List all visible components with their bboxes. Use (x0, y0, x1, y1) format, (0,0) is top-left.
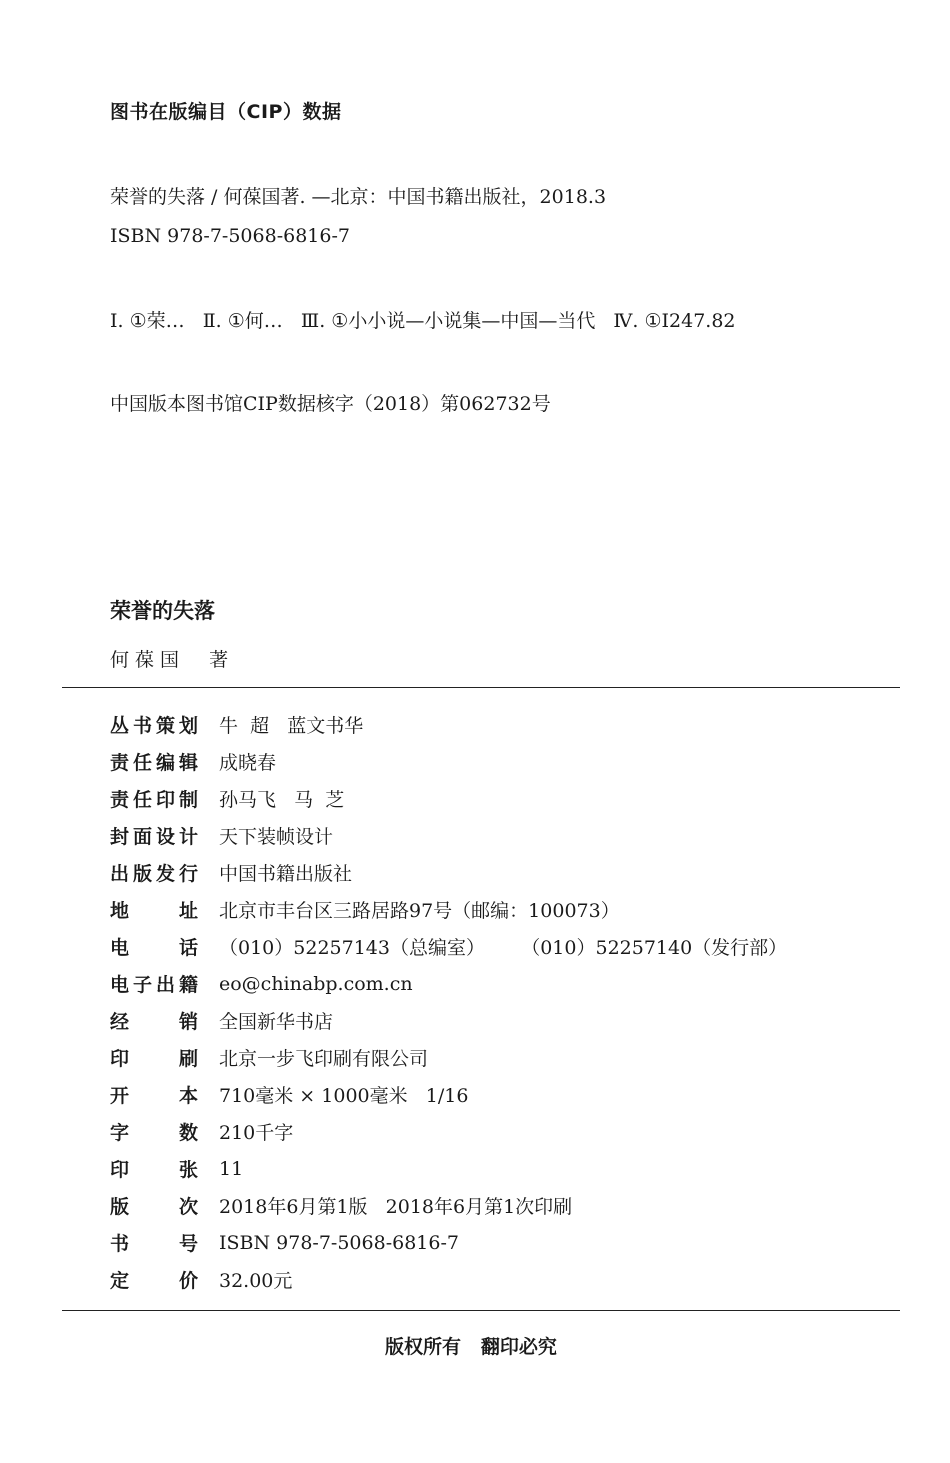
detail-value: 2018年6月第1版 2018年6月第1次印刷 (219, 1196, 573, 1218)
detail-row (110, 817, 787, 854)
detail-label: 电 子 出 籍 (110, 974, 198, 996)
detail-row (110, 1261, 787, 1298)
detail-row (110, 706, 787, 743)
detail-label: 版 次 (110, 1196, 198, 1218)
detail-row (110, 1113, 787, 1150)
detail-label: 地 址 (110, 900, 198, 922)
detail-value: 210千字 (219, 1122, 294, 1144)
detail-row (110, 1187, 787, 1224)
detail-label: 经 销 (110, 1011, 198, 1033)
detail-value: 孙马飞 马 芝 (219, 789, 345, 811)
detail-value: eo@chinabp.com.cn (219, 972, 413, 995)
cip-heading: 图书在版编目（CIP）数据 (110, 101, 342, 123)
detail-label: 书 号 (110, 1233, 198, 1255)
detail-label: 印 张 (110, 1159, 198, 1181)
detail-value: （010）52257143（总编室） （010）52257140（发行部） (219, 937, 788, 959)
publication-details (110, 706, 787, 1298)
detail-row (110, 1150, 787, 1187)
detail-value: 牛 超 蓝文书华 (219, 715, 364, 737)
detail-label: 开 本 (110, 1085, 198, 1107)
detail-value: 天下装帧设计 (219, 826, 334, 848)
detail-label: 责 任 编 辑 (110, 752, 198, 774)
detail-row (110, 965, 787, 1002)
detail-value: 全国新华书店 (219, 1011, 334, 1033)
detail-label: 定 价 (110, 1270, 198, 1292)
detail-label: 出 版 发 行 (110, 863, 198, 885)
detail-row (110, 891, 787, 928)
bottom-divider (62, 1310, 900, 1311)
top-divider (62, 687, 900, 688)
detail-value: 北京市丰台区三路居路97号（邮编：100073） (219, 900, 620, 922)
detail-label: 封 面 设 计 (110, 826, 198, 848)
detail-label: 电 话 (110, 937, 198, 959)
book-author: 何葆国 著 (110, 649, 235, 671)
cip-classification-line: Ⅰ. ①荣… Ⅱ. ①何… Ⅲ. ①小小说—小说集—中国—当代 Ⅳ. ①I247.82 (110, 310, 736, 332)
detail-value: 32.00元 (219, 1270, 293, 1292)
cip-isbn-line: ISBN 978-7-5068-6816-7 (110, 225, 350, 247)
book-title: 荣誉的失落 (110, 599, 215, 623)
detail-row (110, 1224, 787, 1261)
detail-value: 成晓春 (219, 752, 277, 774)
detail-row (110, 1039, 787, 1076)
copyright-notice: 版权所有 翻印必究 (385, 1336, 557, 1358)
cip-record-line: 中国版本图书馆CIP数据核字（2018）第062732号 (110, 393, 551, 415)
detail-label: 丛 书 策 划 (110, 715, 198, 737)
detail-label: 印 刷 (110, 1048, 198, 1070)
detail-row (110, 743, 787, 780)
detail-label: 字 数 (110, 1122, 198, 1144)
detail-value: 11 (219, 1157, 244, 1180)
detail-label: 责 任 印 制 (110, 789, 198, 811)
detail-row (110, 1076, 787, 1113)
detail-row (110, 854, 787, 891)
detail-value: 中国书籍出版社 (219, 863, 353, 885)
detail-value: ISBN 978-7-5068-6816-7 (219, 1231, 459, 1254)
detail-row (110, 928, 787, 965)
cip-title-line: 荣誉的失落 / 何葆国著. —北京：中国书籍出版社，2018.3 (110, 186, 607, 208)
detail-row (110, 780, 787, 817)
detail-row (110, 1002, 787, 1039)
detail-value: 710毫米 × 1000毫米 1/16 (219, 1085, 469, 1107)
detail-value: 北京一步飞印刷有限公司 (219, 1048, 429, 1070)
